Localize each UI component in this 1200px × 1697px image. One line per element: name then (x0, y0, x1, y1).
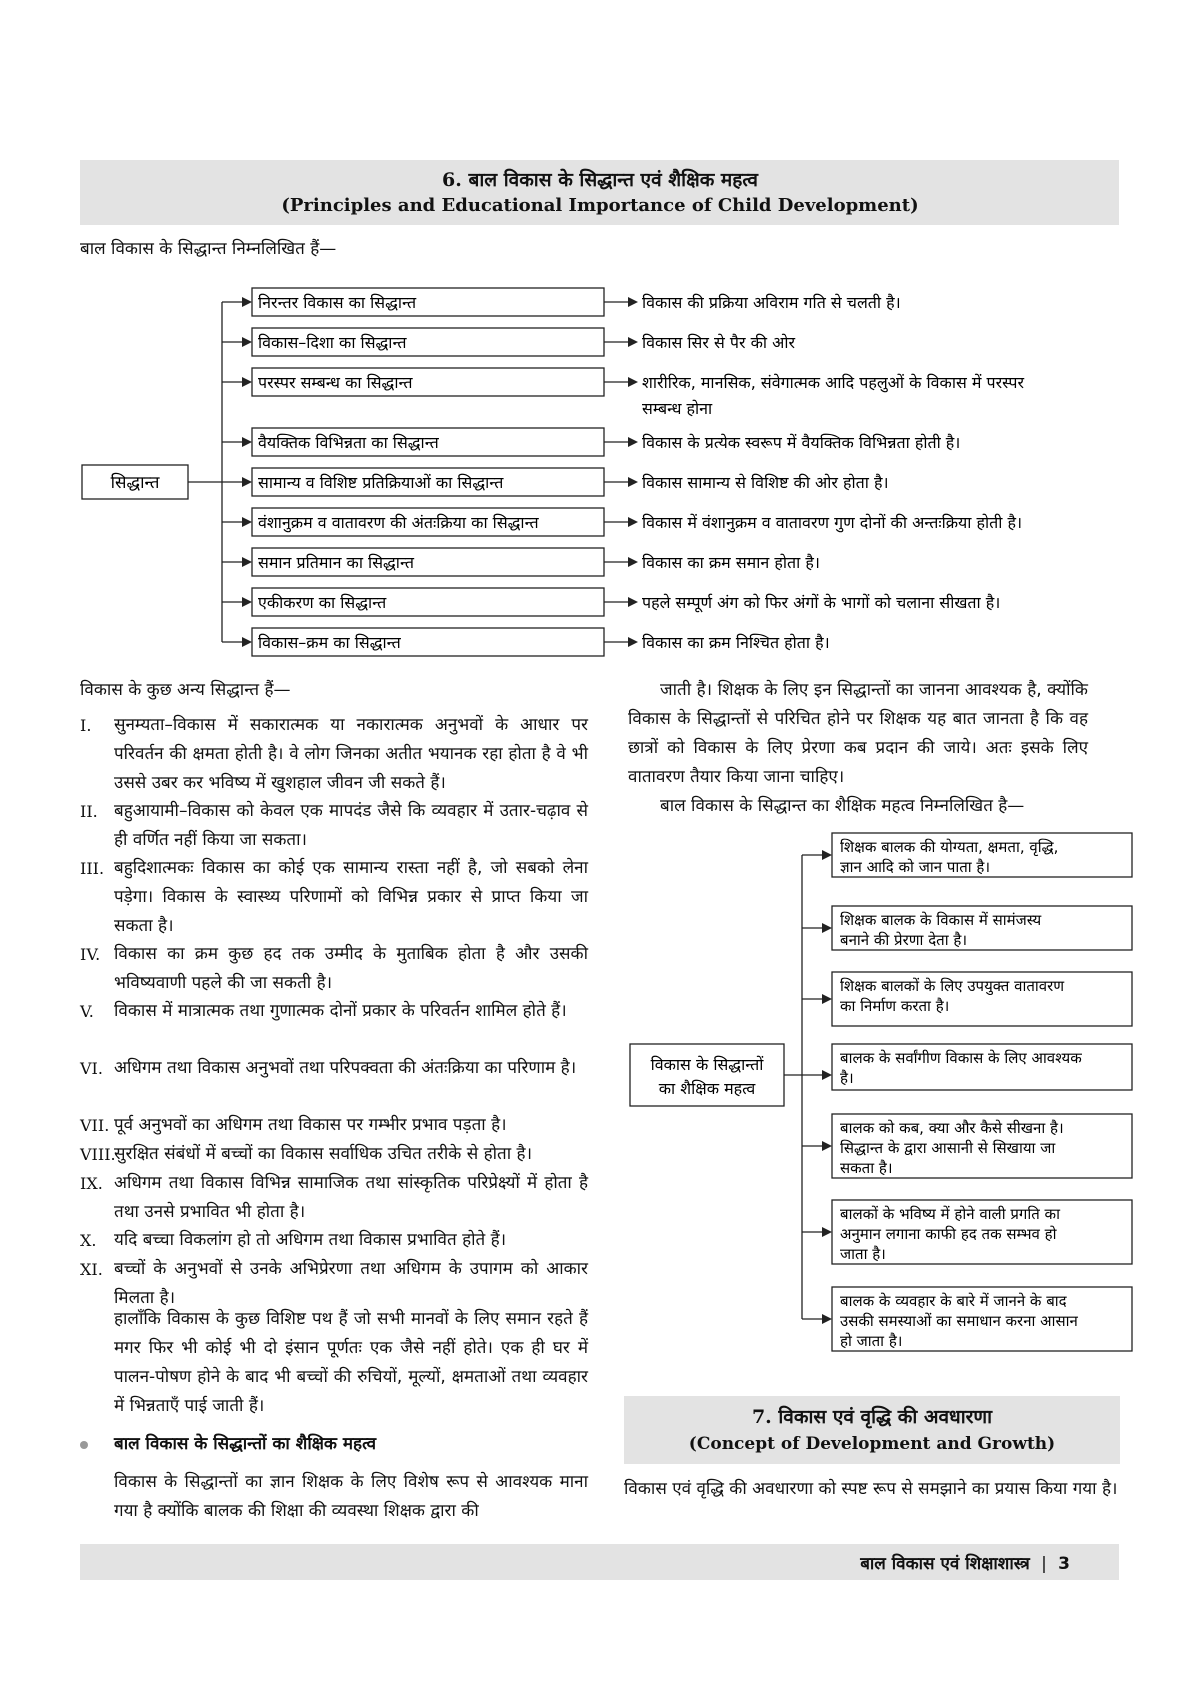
principle-label: विकास–दिशा का सिद्धान्त (258, 333, 407, 352)
principle-description: विकास में वंशानुक्रम व वातावरण गुण दोनों की अन्तःक्रिया होती है। (642, 513, 1023, 532)
importance-label: शिक्षक बालक के विकास में सामंजस्य (840, 911, 1042, 929)
list-item-number: XI. (80, 1260, 103, 1279)
principle-label: परस्पर सम्बन्ध का सिद्धान्त (258, 373, 413, 392)
closing-paragraph: हालाँकि विकास के कुछ विशिष्ट पथ हैं जो सभी मानवों के लिए समान रहते हैं मगर फिर भी कोई भी दो इंसान पूर्णतः एक जैसे नहीं होते। एक ही घर में पालन-पोषण होने के बाद भी बच्चों की रुचियों, मूल्यों, क्षमताओं तथा व्यवहार में भिन्नताएँ पाई जाती हैं। (114, 1309, 588, 1416)
importance-label: हो जाता है। (840, 1332, 903, 1350)
importance-label: जाता है। (840, 1245, 886, 1263)
importance-label: उसकी समस्याओं का समाधान करना आसान (840, 1312, 1078, 1330)
importance-label: अनुमान लगाना काफी हद तक सम्भव हो (840, 1225, 1057, 1243)
other-principles-heading: विकास के कुछ अन्य सिद्धान्त हैं— (80, 680, 291, 700)
importance-label: शिक्षक बालक की योग्यता, क्षमता, वृद्धि, (840, 838, 1059, 856)
arrow-head (822, 923, 832, 933)
arrow-head (822, 994, 832, 1004)
importance-label: बालकों के भविष्य में होने वाली प्रगति का (840, 1205, 1060, 1223)
importance-label: का निर्माण करता है। (840, 997, 950, 1015)
list-item-text: विकास में मात्रात्मक तथा गुणात्मक दोनों प्रकार के परिवर्तन शामिल होते हैं। (114, 1001, 567, 1021)
importance-intro: बाल विकास के सिद्धान्त का शैक्षिक महत्व निम्नलिखित है— (660, 796, 1025, 816)
principle-description: सम्बन्ध होना (642, 399, 713, 418)
root-label: सिद्धान्त (110, 473, 160, 493)
list-item-number: VII. (80, 1116, 110, 1135)
list-item-number: III. (80, 859, 105, 878)
list-item-number: I. (80, 716, 92, 735)
importance-root-label: का शैक्षिक महत्व (658, 1079, 756, 1098)
importance-label: बालक के सर्वांगीण विकास के लिए आवश्यक (840, 1049, 1082, 1067)
section7-paragraph: विकास एवं वृद्धि की अवधारणा को स्पष्ट रूप से समझाने का प्रयास किया गया है। (624, 1479, 1118, 1499)
importance-label: सिद्धान्त के द्वारा आसानी से सिखाया जा (840, 1139, 1056, 1157)
importance-label: है। (840, 1069, 854, 1087)
importance-label: शिक्षक बालकों के लिए उपयुक्त वातावरण (840, 977, 1065, 995)
list-item-number: VI. (80, 1059, 103, 1078)
arrow-head (822, 1227, 832, 1237)
section7-title: 7. विकास एवं वृद्धि की अवधारणा (751, 1406, 993, 1428)
principle-label: निरन्तर विकास का सिद्धान्त (258, 293, 417, 312)
principle-label: वंशानुक्रम व वातावरण की अंतःक्रिया का सिद्धान्त (258, 513, 539, 532)
arrow-head (822, 850, 832, 860)
footer-title (860, 1551, 1070, 1574)
book-title: बाल विकास एवं शिक्षाशास्त्र (860, 1554, 1030, 1574)
list-item-number: II. (80, 802, 98, 821)
section-title: 6. बाल विकास के सिद्धान्त एवं शैक्षिक महत्व (442, 169, 758, 191)
principle-description: विकास सिर से पैर की ओर (642, 333, 796, 352)
principle-label: एकीकरण का सिद्धान्त (258, 593, 387, 612)
principle-label: समान प्रतिमान का सिद्धान्त (258, 553, 414, 572)
importance-label: बालक के व्यवहार के बारे में जानने के बाद (840, 1292, 1067, 1310)
list-item-number: IX. (80, 1174, 103, 1193)
principle-description: विकास का क्रम निश्चित होता है। (642, 633, 830, 652)
arrow-head (822, 1141, 832, 1151)
principle-description: विकास का क्रम समान होता है। (642, 553, 820, 572)
section-subtitle: (Principles and Educational Importance of Child Development) (281, 195, 919, 216)
bullet-heading: बाल विकास के सिद्धान्तों का शैक्षिक महत्व (114, 1434, 377, 1454)
intro-text: बाल विकास के सिद्धान्त निम्नलिखित हैं— (80, 239, 337, 259)
page-number: 3 (1058, 1554, 1070, 1574)
list-item-text: अधिगम तथा विकास अनुभवों तथा परिपक्वता की अंतःक्रिया का परिणाम है। (114, 1058, 577, 1078)
list-item-text: बच्चों के अनुभवों से उनके अभिप्रेरणा तथा अधिगम के उपागम को आकार मिलता है। (114, 1259, 588, 1308)
list-item-number: IV. (80, 945, 101, 964)
importance-root-label: विकास के सिद्धान्तों (650, 1055, 764, 1074)
footer-separator: | (1035, 1554, 1053, 1574)
importance-label: ज्ञान आदि को जान पाता है। (840, 858, 991, 876)
list-item-text: बहुदिशात्मकः विकास का कोई एक सामान्य रास्ता नहीं है, जो सबको लेना पड़ेगा। विकास के स्वास्थ्य परिणामों को विभिन्न प्रकार से प्राप्त किया जा सकता है। (114, 858, 588, 936)
principle-description: विकास सामान्य से विशिष्ट की ओर होता है। (642, 473, 889, 492)
importance-label: बालक को कब, क्या और कैसे सीखना है। (840, 1119, 1064, 1137)
continuation-paragraph: जाती है। शिक्षक के लिए इन सिद्धान्तों का जानना आवश्यक है, क्योंकि विकास के सिद्धान्तों से परिचित होने पर शिक्षक यह बात जानता है कि वह छात्रों को विकास के लिए प्रेरणा कब प्रदान की जाये। अतः इसके लिए वातावरण तैयार किया जाना चाहिए। (628, 680, 1088, 787)
list-item-text: पूर्व अनुभवों का अधिगम तथा विकास पर गम्भीर प्रभाव पड़ता है। (114, 1115, 507, 1135)
list-item-text: विकास का क्रम कुछ हद तक उम्मीद के मुताबिक होता है और उसकी भविष्यवाणी पहले की जा सकती है। (114, 944, 588, 993)
section7-subtitle: (Concept of Development and Growth) (688, 1434, 1056, 1454)
bullet-dot (80, 1441, 88, 1449)
list-item-text: सुरक्षित संबंधों में बच्चों का विकास सर्वाधिक उचित तरीके से होता है। (114, 1144, 533, 1164)
list-item-text: सुनम्यता–विकास में सकारात्मक या नकारात्मक अनुभवों के आधार पर परिवर्तन की क्षमता होती है। वे लोग जिनका अतीत भयानक रहा होता है वे भी उससे उबर कर भविष्य में खुशहाल जीवन जी सकते हैं। (114, 715, 588, 793)
bullet-paragraph: विकास के सिद्धान्तों का ज्ञान शिक्षक के लिए विशेष रूप से आवश्यक माना गया है क्योंकि बालक की शिक्षा की व्यवस्था शिक्षक द्वारा की (114, 1472, 588, 1521)
list-item-text: अधिगम तथा विकास विभिन्न सामाजिक तथा सांस्कृतिक परिप्रेक्ष्यों में होता है तथा उनसे प्रभावित भी होता है। (114, 1173, 588, 1222)
principle-description: पहले सम्पूर्ण अंग को फिर अंगों के भागों को चलाना सीखता है। (642, 593, 1001, 612)
arrow-head (822, 1314, 832, 1324)
list-item-number: V. (80, 1002, 94, 1021)
principle-description: शारीरिक, मानसिक, संवेगात्मक आदि पहलुओं के विकास में परस्पर (642, 373, 1025, 392)
principle-description: विकास के प्रत्येक स्वरूप में वैयक्तिक विभिन्नता होती है। (642, 433, 961, 452)
list-item-number: X. (80, 1231, 97, 1250)
importance-label: सकता है। (840, 1159, 893, 1177)
importance-label: बनाने की प्रेरणा देता है। (840, 931, 968, 949)
principle-label: विकास–क्रम का सिद्धान्त (258, 633, 401, 652)
list-item-text: यदि बच्चा विकलांग हो तो अधिगम तथा विकास प्रभावित होते हैं। (114, 1230, 507, 1250)
list-item-number: VIII. (80, 1145, 116, 1164)
principle-label: सामान्य व विशिष्ट प्रतिक्रियाओं का सिद्धान्त (258, 473, 504, 492)
principle-label: वैयक्तिक विभिन्नता का सिद्धान्त (258, 433, 439, 452)
arrow-head (822, 1070, 832, 1080)
principle-description: विकास की प्रक्रिया अविराम गति से चलती है। (642, 293, 901, 312)
list-item-text: बहुआयामी–विकास को केवल एक मापदंड जैसे कि व्यवहार में उतार-चढ़ाव से ही वर्णित नहीं किया जा सकता। (114, 801, 588, 850)
